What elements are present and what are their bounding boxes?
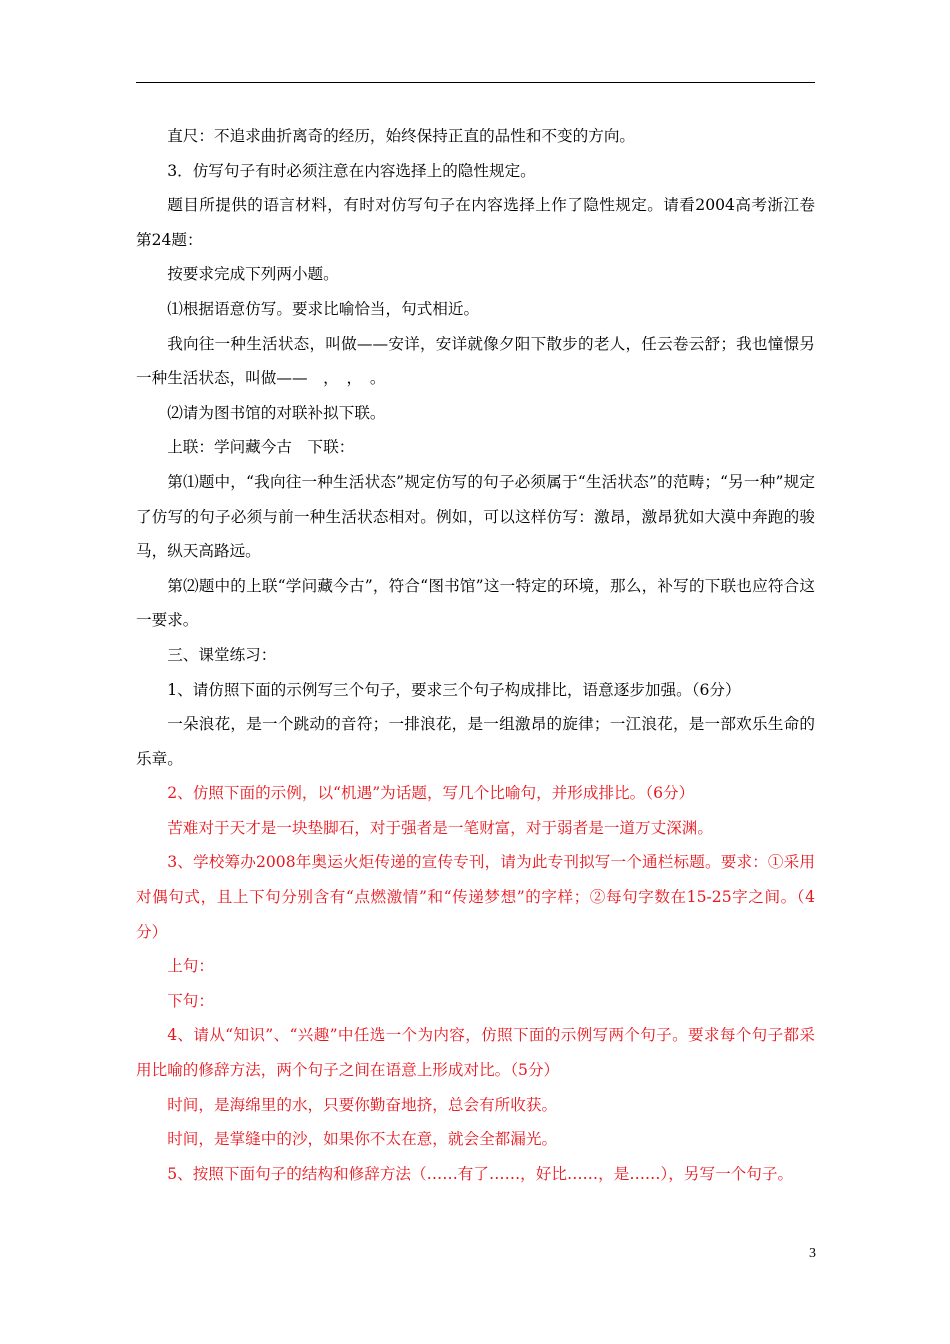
example-sentence: 时间，是海绵里的水，只要你勤奋地挤，总会有所收获。 [167,1095,558,1114]
exercise-question: 2、仿照下面的示例，以“机遇”为话题，写几个比喻句，并形成排比。（6分） [167,784,695,803]
exercise-question: 5、按照下面句子的结构和修辞方法（……有了……，好比……，是……），另写一个句子。 [167,1164,794,1183]
paragraph: ⑵请为图书馆的对联补拟下联。 [167,403,386,422]
paragraph: 直尺：不追求曲折离奇的经历，始终保持正直的品性和不变的方向。 [167,127,636,145]
example-sentence: 时间，是掌缝中的沙，如果你不太在意，就会全都漏光。 [167,1130,558,1149]
paragraph: 题目所提供的语言材料，有时对仿写句子在内容选择上作了隐性规定。请看2004高考浙江卷第24题： [136,196,815,249]
exercise-question: 4、请从“知识”、“兴趣”中任选一个为内容，仿照下面的示例写两个句子。要求每个句子都采用比喻的修辞方法，两个句子之间在语意上形成对比。（5分） [136,1026,815,1080]
example-sentence: 苦难对于天才是一块垫脚石，对于强者是一笔财富，对于弱者是一道万丈深渊。 [167,818,713,837]
paragraph: 按要求完成下列两小题。 [167,265,339,284]
page-number: 3 [809,1246,816,1261]
example-sentence: 一朵浪花，是一个跳动的音符；一排浪花，是一组激昂的旋律；一江浪花，是一部欢乐生命的乐章。 [136,715,815,768]
paragraph: 我向往一种生活状态，叫做——安详，安详就像夕阳下散步的老人，任云卷云舒；我也憧憬另一种生活状态，叫做—— ， ， 。 [136,334,815,388]
exercise-question: 1、请仿照下面的示例写三个句子，要求三个句子构成排比，语意逐步加强。（6分） [167,680,741,699]
answer-line-upper: 上句： [167,957,214,976]
section-heading: 三、课堂练习： [167,645,277,664]
paragraph: 上联：学问藏今古 下联： [167,438,355,457]
paragraph: 第⑵题中的上联“学问藏今古”，符合“图书馆”这一特定的环境，那么，补写的下联也应符合这一要求。 [136,576,815,630]
paragraph: 第⑴题中，“我向往一种生活状态”规定仿写的句子必须属于“生活状态”的范畴；“另一种”规定了仿写的句子必须与前一种生活状态相对。例如，可以这样仿写：激昂，激昂犹如大漠中奔跑的骏马，纵天高路远。 [136,472,815,561]
header-rule [136,82,815,83]
exercise-question: 3、学校筹办2008年奥运火炬传递的宣传专刊，请为此专刊拟写一个通栏标题。要求：①采用对偶句式，且上下句分别含有“点燃激情”和“传递梦想”的字样；②每句字数在15-25字之间。（4分） [136,853,815,941]
paragraph: ⑴根据语意仿写。要求比喻恰当，句式相近。 [167,299,480,318]
document-body [136,119,815,1191]
paragraph: 3．仿写句子有时必须注意在内容选择上的隐性规定。 [167,161,536,180]
answer-line-lower: 下句： [167,991,214,1010]
